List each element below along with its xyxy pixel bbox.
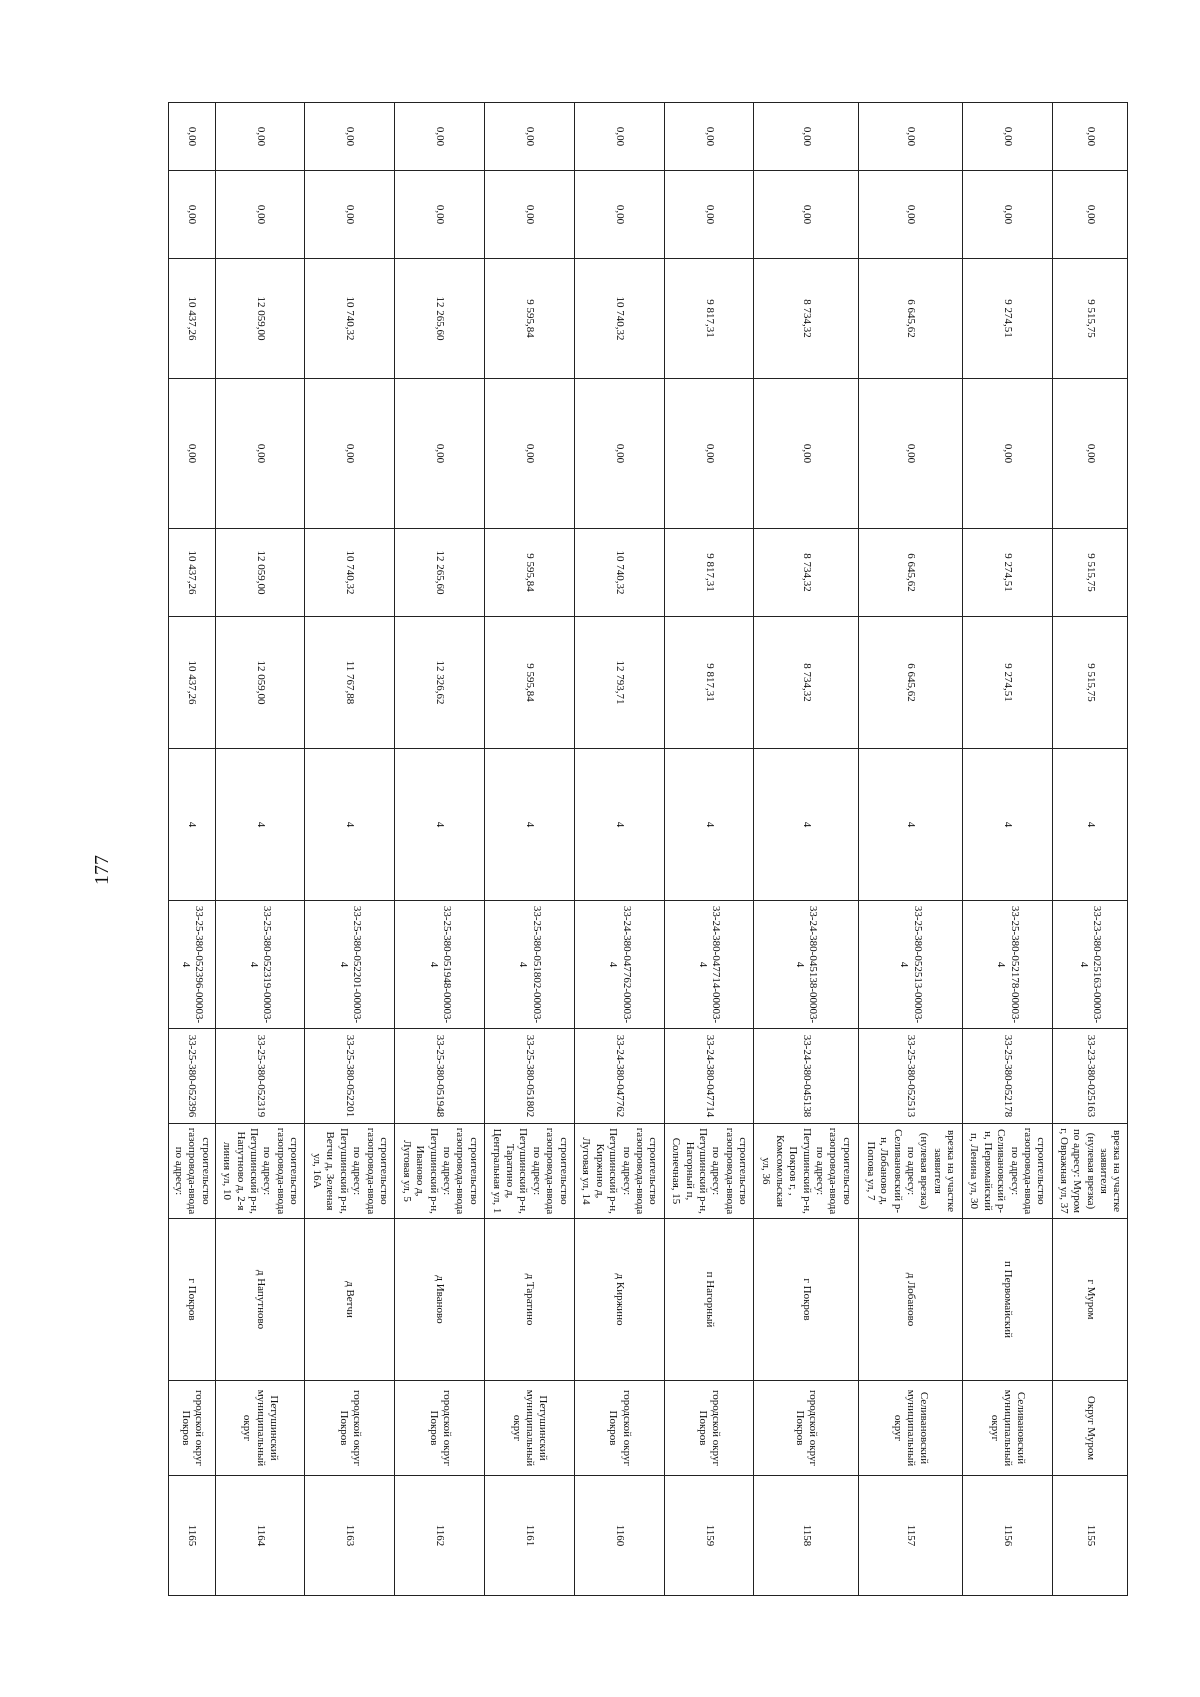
table-row xyxy=(169,103,216,1596)
table-row xyxy=(858,103,962,1596)
table-row xyxy=(1052,103,1127,1596)
district-cell: Округ Муром xyxy=(1052,1381,1127,1476)
category-cell: 4 xyxy=(754,749,858,901)
register-table xyxy=(168,102,1128,1596)
approved-amount-cell: 9 515,75 xyxy=(1052,529,1127,617)
total-cost-cell: 9 817,31 xyxy=(664,617,754,749)
full-code-cell: 33-25-380-051948-00003-4 xyxy=(395,901,485,1029)
approved-amount-cell: 9 817,31 xyxy=(664,529,754,617)
table-row xyxy=(484,103,574,1596)
locality-cell: д Лобаново xyxy=(858,1219,962,1381)
row-number-cell: 1159 xyxy=(664,1476,754,1596)
work-description-cell: строительство газопровода-ввода по адресу: Петушинский р-н, Ветчи д, Зеленая ул, 16А xyxy=(305,1124,395,1219)
district-cell: городской округ Покров xyxy=(754,1381,858,1476)
total-cost-cell: 9 595,84 xyxy=(484,617,574,749)
locality-cell: д Таратино xyxy=(484,1219,574,1381)
district-cell: городской округ Покров xyxy=(305,1381,395,1476)
planned-amount-cell: 10 437,26 xyxy=(169,259,216,379)
row-number-cell: 1165 xyxy=(169,1476,216,1596)
work-description-cell: строительство газопровода-ввода по адресу: Петушинский р-н, Таратино д, Центральная ул, 1 xyxy=(484,1124,574,1219)
work-description-cell: строительство газопровода-ввода по адресу: Петушинский р-н, Покров г, , Комсомольская ул, 36 xyxy=(754,1124,858,1219)
other-amount-cell: 0,00 xyxy=(754,171,858,259)
zero-amount-cell: 0,00 xyxy=(754,379,858,529)
row-number-cell: 1155 xyxy=(1052,1476,1127,1596)
work-description-cell: строительство газопровода-ввода по адресу: Селивановский р-н, Первомайский п, Ленина ул, 30 xyxy=(962,1124,1052,1219)
district-cell: Селивановский муниципальный округ xyxy=(858,1381,962,1476)
planned-amount-cell: 9 817,31 xyxy=(664,259,754,379)
full-code-cell: 33-25-380-052319-00003-4 xyxy=(215,901,305,1029)
locality-cell: г Муром xyxy=(1052,1219,1127,1381)
total-cost-cell: 11 767,88 xyxy=(305,617,395,749)
subsidy-amount-cell: 0,00 xyxy=(754,103,858,171)
planned-amount-cell: 9 595,84 xyxy=(484,259,574,379)
other-amount-cell: 0,00 xyxy=(169,171,216,259)
category-cell: 4 xyxy=(169,749,216,901)
row-number-cell: 1162 xyxy=(395,1476,485,1596)
subsidy-amount-cell: 0,00 xyxy=(664,103,754,171)
work-description-cell: строительство газопровода-ввода по адресу: xyxy=(169,1124,216,1219)
other-amount-cell: 0,00 xyxy=(574,171,664,259)
zero-amount-cell: 0,00 xyxy=(1052,379,1127,529)
row-number-cell: 1164 xyxy=(215,1476,305,1596)
zero-amount-cell: 0,00 xyxy=(574,379,664,529)
other-amount-cell: 0,00 xyxy=(962,171,1052,259)
category-cell: 4 xyxy=(962,749,1052,901)
short-code-cell: 33-25-380-051802 xyxy=(484,1029,574,1124)
short-code-cell: 33-24-380-047714 xyxy=(664,1029,754,1124)
total-cost-cell: 8 734,32 xyxy=(754,617,858,749)
work-description-cell: строительство газопровода-ввода по адресу: Петушинский р-н, Иваново д, Луговая ул, 5 xyxy=(395,1124,485,1219)
other-amount-cell: 0,00 xyxy=(858,171,962,259)
approved-amount-cell: 9 274,51 xyxy=(962,529,1052,617)
subsidy-amount-cell: 0,00 xyxy=(169,103,216,171)
full-code-cell: 33-25-380-052178-00003-4 xyxy=(962,901,1052,1029)
work-description-cell: строительство газопровода-ввода по адресу: Петушинский р-н, Киржино д, Луговая ул, 14 xyxy=(574,1124,664,1219)
category-cell: 4 xyxy=(1052,749,1127,901)
other-amount-cell: 0,00 xyxy=(305,171,395,259)
category-cell: 4 xyxy=(858,749,962,901)
district-cell: городской округ Покров xyxy=(574,1381,664,1476)
zero-amount-cell: 0,00 xyxy=(484,379,574,529)
full-code-cell: 33-24-380-047762-00003-4 xyxy=(574,901,664,1029)
zero-amount-cell: 0,00 xyxy=(215,379,305,529)
total-cost-cell: 6 645,62 xyxy=(858,617,962,749)
category-cell: 4 xyxy=(574,749,664,901)
work-description-cell: врезка на участке заявителя (нулевая врезка) по адресу: Селивановский р-н, Лобаново д, Попова ул, 7 xyxy=(858,1124,962,1219)
row-number-cell: 1156 xyxy=(962,1476,1052,1596)
locality-cell: д Напутново xyxy=(215,1219,305,1381)
locality-cell: д Иваново xyxy=(395,1219,485,1381)
approved-amount-cell: 12 265,60 xyxy=(395,529,485,617)
row-number-cell: 1160 xyxy=(574,1476,664,1596)
zero-amount-cell: 0,00 xyxy=(395,379,485,529)
work-description-cell: строительство газопровода-ввода по адресу: Петушинский р-н, Нагорный п, Солнечная, 15 xyxy=(664,1124,754,1219)
full-code-cell: 33-25-380-052513-00003-4 xyxy=(858,901,962,1029)
subsidy-amount-cell: 0,00 xyxy=(574,103,664,171)
locality-cell: г Покров xyxy=(169,1219,216,1381)
locality-cell: п Нагорный xyxy=(664,1219,754,1381)
zero-amount-cell: 0,00 xyxy=(962,379,1052,529)
other-amount-cell: 0,00 xyxy=(484,171,574,259)
page-number: 177 xyxy=(91,855,113,885)
category-cell: 4 xyxy=(215,749,305,901)
table-row xyxy=(754,103,858,1596)
short-code-cell: 33-24-380-045138 xyxy=(754,1029,858,1124)
full-code-cell: 33-24-380-045138-00003-4 xyxy=(754,901,858,1029)
locality-cell: д Киржино xyxy=(574,1219,664,1381)
short-code-cell: 33-25-380-052319 xyxy=(215,1029,305,1124)
other-amount-cell: 0,00 xyxy=(215,171,305,259)
planned-amount-cell: 9 515,75 xyxy=(1052,259,1127,379)
short-code-cell: 33-25-380-052178 xyxy=(962,1029,1052,1124)
register-table-rotated xyxy=(168,102,1128,1595)
full-code-cell: 33-25-380-051802-00003-4 xyxy=(484,901,574,1029)
planned-amount-cell: 10 740,32 xyxy=(574,259,664,379)
zero-amount-cell: 0,00 xyxy=(169,379,216,529)
district-cell: городской округ Покров xyxy=(169,1381,216,1476)
zero-amount-cell: 0,00 xyxy=(305,379,395,529)
approved-amount-cell: 10 740,32 xyxy=(574,529,664,617)
planned-amount-cell: 12 265,60 xyxy=(395,259,485,379)
approved-amount-cell: 9 595,84 xyxy=(484,529,574,617)
short-code-cell: 33-25-380-051948 xyxy=(395,1029,485,1124)
table-row xyxy=(962,103,1052,1596)
subsidy-amount-cell: 0,00 xyxy=(858,103,962,171)
full-code-cell: 33-25-380-052201-00003-4 xyxy=(305,901,395,1029)
district-cell: городской округ Покров xyxy=(664,1381,754,1476)
subsidy-amount-cell: 0,00 xyxy=(484,103,574,171)
district-cell: городской округ Покров xyxy=(395,1381,485,1476)
approved-amount-cell: 6 645,62 xyxy=(858,529,962,617)
approved-amount-cell: 10 740,32 xyxy=(305,529,395,617)
total-cost-cell: 12 059,00 xyxy=(215,617,305,749)
planned-amount-cell: 12 059,00 xyxy=(215,259,305,379)
district-cell: Петушинский муниципальный округ xyxy=(484,1381,574,1476)
subsidy-amount-cell: 0,00 xyxy=(305,103,395,171)
planned-amount-cell: 9 274,51 xyxy=(962,259,1052,379)
table-row xyxy=(305,103,395,1596)
row-number-cell: 1158 xyxy=(754,1476,858,1596)
category-cell: 4 xyxy=(484,749,574,901)
short-code-cell: 33-25-380-052513 xyxy=(858,1029,962,1124)
row-number-cell: 1163 xyxy=(305,1476,395,1596)
other-amount-cell: 0,00 xyxy=(1052,171,1127,259)
district-cell: Селивановский муниципальный округ xyxy=(962,1381,1052,1476)
total-cost-cell: 9 274,51 xyxy=(962,617,1052,749)
work-description-cell: строительство газопровода-ввода по адресу: Петушинский р-н, Напутново д, 2-я линия ул, 10 xyxy=(215,1124,305,1219)
approved-amount-cell: 12 059,00 xyxy=(215,529,305,617)
subsidy-amount-cell: 0,00 xyxy=(1052,103,1127,171)
locality-cell: д Ветчи xyxy=(305,1219,395,1381)
category-cell: 4 xyxy=(305,749,395,901)
planned-amount-cell: 6 645,62 xyxy=(858,259,962,379)
other-amount-cell: 0,00 xyxy=(395,171,485,259)
district-cell: Петушинский муниципальный округ xyxy=(215,1381,305,1476)
total-cost-cell: 12 326,62 xyxy=(395,617,485,749)
subsidy-amount-cell: 0,00 xyxy=(395,103,485,171)
short-code-cell: 33-24-380-047762 xyxy=(574,1029,664,1124)
full-code-cell: 33-24-380-047714-00003-4 xyxy=(664,901,754,1029)
locality-cell: п Первомайский xyxy=(962,1219,1052,1381)
total-cost-cell: 10 437,26 xyxy=(169,617,216,749)
subsidy-amount-cell: 0,00 xyxy=(962,103,1052,171)
row-number-cell: 1157 xyxy=(858,1476,962,1596)
total-cost-cell: 12 793,71 xyxy=(574,617,664,749)
work-description-cell: врезка на участке заявителя (нулевая врезка) по адресу: Муром г, Овражная ул, 37 xyxy=(1052,1124,1127,1219)
short-code-cell: 33-25-380-052201 xyxy=(305,1029,395,1124)
table-row xyxy=(395,103,485,1596)
planned-amount-cell: 10 740,32 xyxy=(305,259,395,379)
table-row xyxy=(215,103,305,1596)
approved-amount-cell: 10 437,26 xyxy=(169,529,216,617)
other-amount-cell: 0,00 xyxy=(664,171,754,259)
subsidy-amount-cell: 0,00 xyxy=(215,103,305,171)
short-code-cell: 33-25-380-052396 xyxy=(169,1029,216,1124)
full-code-cell: 33-23-380-025163-00003-4 xyxy=(1052,901,1127,1029)
zero-amount-cell: 0,00 xyxy=(858,379,962,529)
row-number-cell: 1161 xyxy=(484,1476,574,1596)
table-row xyxy=(574,103,664,1596)
zero-amount-cell: 0,00 xyxy=(664,379,754,529)
table-body xyxy=(169,103,1128,1596)
total-cost-cell: 9 515,75 xyxy=(1052,617,1127,749)
category-cell: 4 xyxy=(664,749,754,901)
full-code-cell: 33-25-380-052396-00003-4 xyxy=(169,901,216,1029)
category-cell: 4 xyxy=(395,749,485,901)
planned-amount-cell: 8 734,32 xyxy=(754,259,858,379)
locality-cell: г Покров xyxy=(754,1219,858,1381)
table-row xyxy=(664,103,754,1596)
approved-amount-cell: 8 734,32 xyxy=(754,529,858,617)
short-code-cell: 33-23-380-025163 xyxy=(1052,1029,1127,1124)
